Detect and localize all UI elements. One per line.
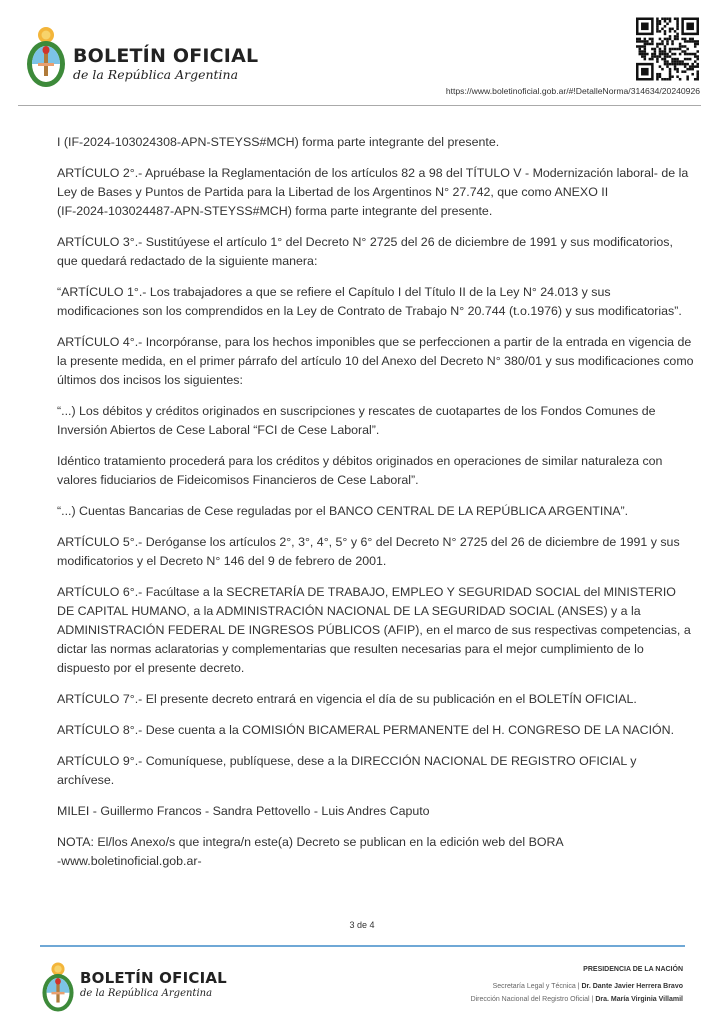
footer-brand-title: BOLETÍN OFICIAL (80, 969, 227, 987)
footer-divider (40, 945, 685, 947)
footer-line-2 (471, 996, 683, 1003)
line2-label: Dirección Nacional del Registro Oficial | (470, 996, 594, 1003)
footer (0, 950, 724, 1024)
paragraph: MILEI - Guillermo Francos - Sandra Pettovello - Luis Andres Caputo (57, 804, 430, 818)
paragraph: “...) Los débitos y créditos originados en suscripciones y rescates de cuotapartes de los Fondos Comunes de Inversión Abiertos de Cese Laboral “FCI de Cese Laboral”. (57, 404, 656, 437)
paragraph: ARTÍCULO 3°.- Sustitúyese el artículo 1° del Decreto N° 2725 del 26 de diciembre de 1991 y sus modificatorios, que quedará redactado de la siguiente manera: (57, 235, 673, 268)
header (0, 0, 724, 110)
paragraph: ARTÍCULO 5°.- Deróganse los artículos 2°, 3°, 4°, 5° y 6° del Decreto N° 2725 del 26 de diciembre de 1991 y sus modificatorios y el Decreto N° 146 del 9 de febrero de 2001. (57, 535, 680, 568)
paragraph: I (IF-2024-103024308-APN-STEYSS#MCH) forma parte integrante del presente. (57, 135, 500, 149)
paragraph: ARTÍCULO 8°.- Dese cuenta a la COMISIÓN BICAMERAL PERMANENTE del H. CONGRESO DE LA NACIÓN. (57, 723, 675, 737)
paragraph: ARTÍCULO 7°.- El presente decreto entrará en vigencia el día de su publicación en el BOLETÍN OFICIAL. (57, 692, 637, 706)
line1-name: Dr. Dante Javier Herrera Bravo (581, 983, 683, 990)
paragraph: Idéntico tratamiento procederá para los créditos y débitos originados en operaciones de similar naturaleza con valores fiduciarios de Fideicomisos Financieros de Cese Laboral”. (57, 454, 663, 487)
brand-title: BOLETÍN OFICIAL (73, 45, 259, 67)
document-url[interactable]: https://www.boletinoficial.gob.ar/#!DetalleNorma/314634/20240926 (445, 86, 700, 96)
page-indicator: 3 de 4 (349, 920, 375, 930)
presidency-text: PRESIDENCIA DE LA NACIÓN (583, 966, 683, 973)
paragraph: ARTÍCULO 4°.- Incorpóranse, para los hechos imponibles que se perfeccionen a partir de la entrada en vigencia de la presente medida, en el primer párrafo del artículo 10 del Anexo del Decreto N° 380/01 y sus modificaciones como últimos dos incisos los siguientes: (57, 335, 694, 387)
paragraph: “ARTÍCULO 1°.- Los trabajadores a que se refiere el Capítulo I del Título II de la Ley N° 24.013 y sus modificaciones son los comprendidos en la Ley de Contrato de Trabajo N° 20.744 (t.o.1976) y sus modificatorias”. (57, 285, 682, 318)
line2-name: Dra. María Virginia Villamil (595, 996, 683, 1003)
paragraph: NOTA: El/los Anexo/s que integra/n este(a) Decreto se publican en la edición web del BORA -www.boletinoficial.gob.ar- (57, 835, 564, 868)
document-body (57, 133, 697, 883)
qr-code-icon[interactable] (636, 17, 699, 81)
coat-of-arms-logo (40, 960, 76, 1014)
coat-of-arms-logo (24, 24, 68, 90)
paragraph: ARTÍCULO 2°.- Apruébase la Reglamentación de los artículos 82 a 98 del TÍTULO V - Modernización laboral- de la Ley de Bases y Puntos de Partida para la Libertad de los Argentinos N° 27.742, que como ANEXO II (IF-2024-103024487-APN-STEYSS#MCH) forma parte integrante del presente. (57, 166, 689, 218)
paragraph: ARTÍCULO 6°.- Facúltase a la SECRETARÍA DE TRABAJO, EMPLEO Y SEGURIDAD SOCIAL del MINISTERIO DE CAPITAL HUMANO, a la ADMINISTRACIÓN NACIONAL DE LA SEGURIDAD SOCIAL (ANSES) y a la ADMINISTRACIÓN FEDERAL DE INGRESOS PÚBLICOS (AFIP), en el marco de sus respectivas competencias, a dictar las normas aclaratorias y complementarias que resulten necesarias para el mejor cumplimiento de lo dispuesto por el presente decreto. (57, 585, 691, 675)
paragraph: ARTÍCULO 9°.- Comuníquese, publíquese, dese a la DIRECCIÓN NACIONAL DE REGISTRO OFICIAL y archívese. (57, 754, 637, 787)
presidency-label (583, 966, 683, 973)
paragraph: “...) Cuentas Bancarias de Cese reguladas por el BANCO CENTRAL DE LA REPÚBLICA ARGENTINA”. (57, 504, 629, 518)
footer-line-1 (493, 983, 683, 990)
footer-brand-subtitle: de la República Argentina (80, 988, 213, 999)
brand-subtitle: de la República Argentina (73, 67, 239, 82)
header-divider (18, 105, 701, 106)
line1-label: Secretaría Legal y Técnica | (492, 983, 580, 990)
